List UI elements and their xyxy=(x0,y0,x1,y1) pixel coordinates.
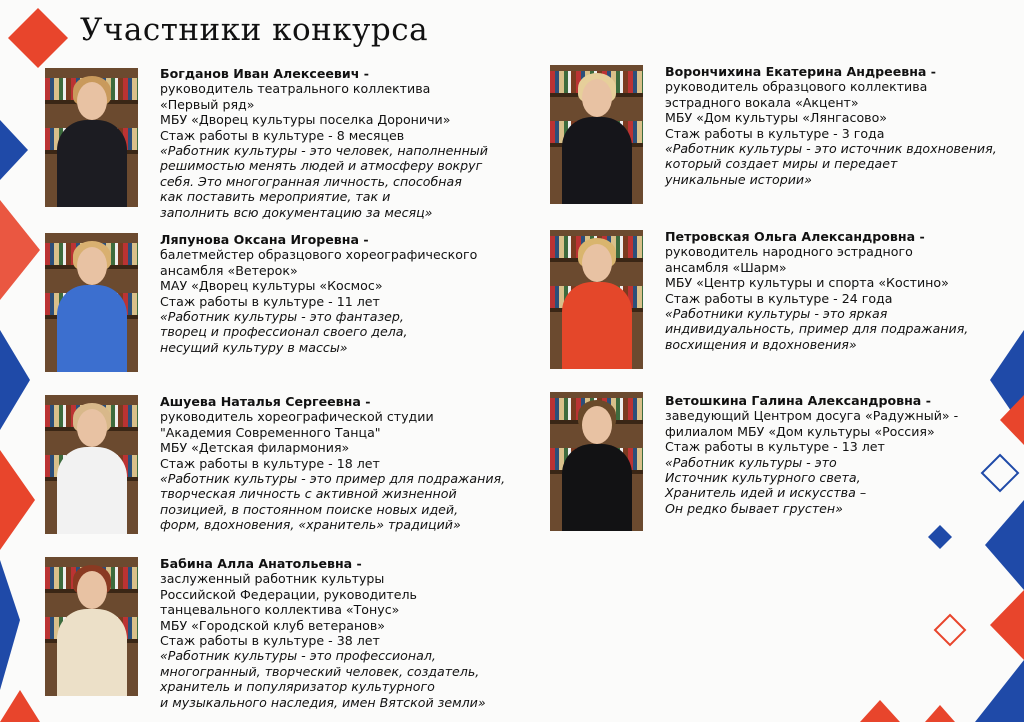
participant-organization: МБУ «Центр культуры и спорта «Костино» xyxy=(665,275,949,291)
participant-experience: Стаж работы в культуре - 13 лет xyxy=(665,439,885,455)
participant-role: руководитель народного эстрадного xyxy=(665,244,913,260)
participant-quote: «Работник культуры - это фантазер, творец и профессионал своего дела, несущий культуру в массы» xyxy=(160,309,408,355)
participant-quote: «Работники культуры - это яркая индивидуальность, пример для подражания, восхищения и вдохновения» xyxy=(665,306,969,352)
participant-organization: МБУ «Городской клуб ветеранов» xyxy=(160,617,386,633)
participant-photo xyxy=(550,392,643,531)
participant-name: Богданов Иван Алексеевич - xyxy=(160,66,369,81)
participant-role: ансамбля «Ветерок» xyxy=(160,262,298,278)
participant-photo xyxy=(45,557,138,696)
participant-organization: МБУ «Детская филармония» xyxy=(160,440,350,456)
participant-entry xyxy=(160,66,488,220)
participant-entry xyxy=(665,393,958,516)
participant-organization: МБУ «Дом культуры «Лянгасово» xyxy=(665,110,887,126)
participant-organization: МАУ «Дворец культуры «Космос» xyxy=(160,278,383,294)
participant-name: Ветошкина Галина Александровна - xyxy=(665,393,931,408)
participant-quote: «Работник культуры - это источник вдохновения, который создает миры и передает уникальные истории» xyxy=(665,141,997,187)
participant-name: Петровская Ольга Александровна - xyxy=(665,229,925,244)
participant-role: "Академия Современного Танца" xyxy=(160,424,381,440)
participant-experience: Стаж работы в культуре - 24 года xyxy=(665,290,893,306)
participant-quote: «Работник культуры - это человек, наполненный решимостью менять людей и атмосферу вокруг себя. Это многогранная личность, способная как поставить мероприятие, так и заполнить всю документацию за месяц» xyxy=(160,143,488,220)
participant-role: «Первый ряд» xyxy=(160,96,255,112)
participant-role: руководитель образцового коллектива xyxy=(665,79,928,95)
participant-photo xyxy=(45,395,138,534)
participant-photo xyxy=(550,65,643,204)
participant-role: заслуженный работник культуры xyxy=(160,571,385,587)
participant-photo xyxy=(550,230,643,369)
participant-name: Ворончихина Екатерина Андреевна - xyxy=(665,64,937,79)
participant-experience: Стаж работы в культуре - 38 лет xyxy=(160,633,380,649)
participant-experience: Стаж работы в культуре - 8 месяцев xyxy=(160,127,405,143)
participant-photo xyxy=(45,233,138,372)
participant-entry xyxy=(665,229,968,352)
participant-experience: Стаж работы в культуре - 11 лет xyxy=(160,293,380,309)
participant-experience: Стаж работы в культуре - 18 лет xyxy=(160,455,380,471)
participant-role: Российской Федерации, руководитель xyxy=(160,586,417,602)
participant-role: руководитель хореографической студии xyxy=(160,409,434,425)
participant-organization: МБУ «Дворец культуры поселка Дороничи» xyxy=(160,112,451,128)
participant-entry xyxy=(160,394,505,533)
participant-quote: «Работник культуры - это пример для подражания, творческая личность с активной жизненной позицией, в постоянном поиске новых идей, форм, вдохновения, «хранитель» традиций» xyxy=(160,471,506,533)
participant-role: балетмейстер образцового хореографического xyxy=(160,247,478,263)
participant-quote: «Работник культуры - это Источник культурного света, Хранитель идей и искусства – Он редко бывает грустен» xyxy=(665,454,867,516)
participant-name: Ашуева Наталья Сергеевна - xyxy=(160,394,371,409)
participant-role: ансамбля «Шарм» xyxy=(665,259,787,275)
participant-photo xyxy=(45,68,138,207)
participant-role: танцевального коллектива «Тонус» xyxy=(160,602,400,618)
participant-organization: филиалом МБУ «Дом культуры «Россия» xyxy=(665,423,935,439)
participant-entry xyxy=(665,64,997,187)
participant-role: эстрадного вокала «Акцент» xyxy=(665,94,859,110)
participant-entry xyxy=(160,556,486,710)
participant-entry xyxy=(160,232,477,355)
participant-role: руководитель театрального коллектива xyxy=(160,81,431,97)
participant-name: Ляпунова Оксана Игоревна - xyxy=(160,232,369,247)
participant-experience: Стаж работы в культуре - 3 года xyxy=(665,125,885,141)
participant-role: заведующий Центром досуга «Радужный» - xyxy=(665,408,959,424)
participant-quote: «Работник культуры - это профессионал, многогранный, творческий человек, создатель, хранитель и популяризатор культурного и музыкального наследия, имен Вятской земли» xyxy=(160,648,486,710)
page-title: Участники конкурса xyxy=(80,12,429,48)
participant-name: Бабина Алла Анатольевна - xyxy=(160,556,362,571)
